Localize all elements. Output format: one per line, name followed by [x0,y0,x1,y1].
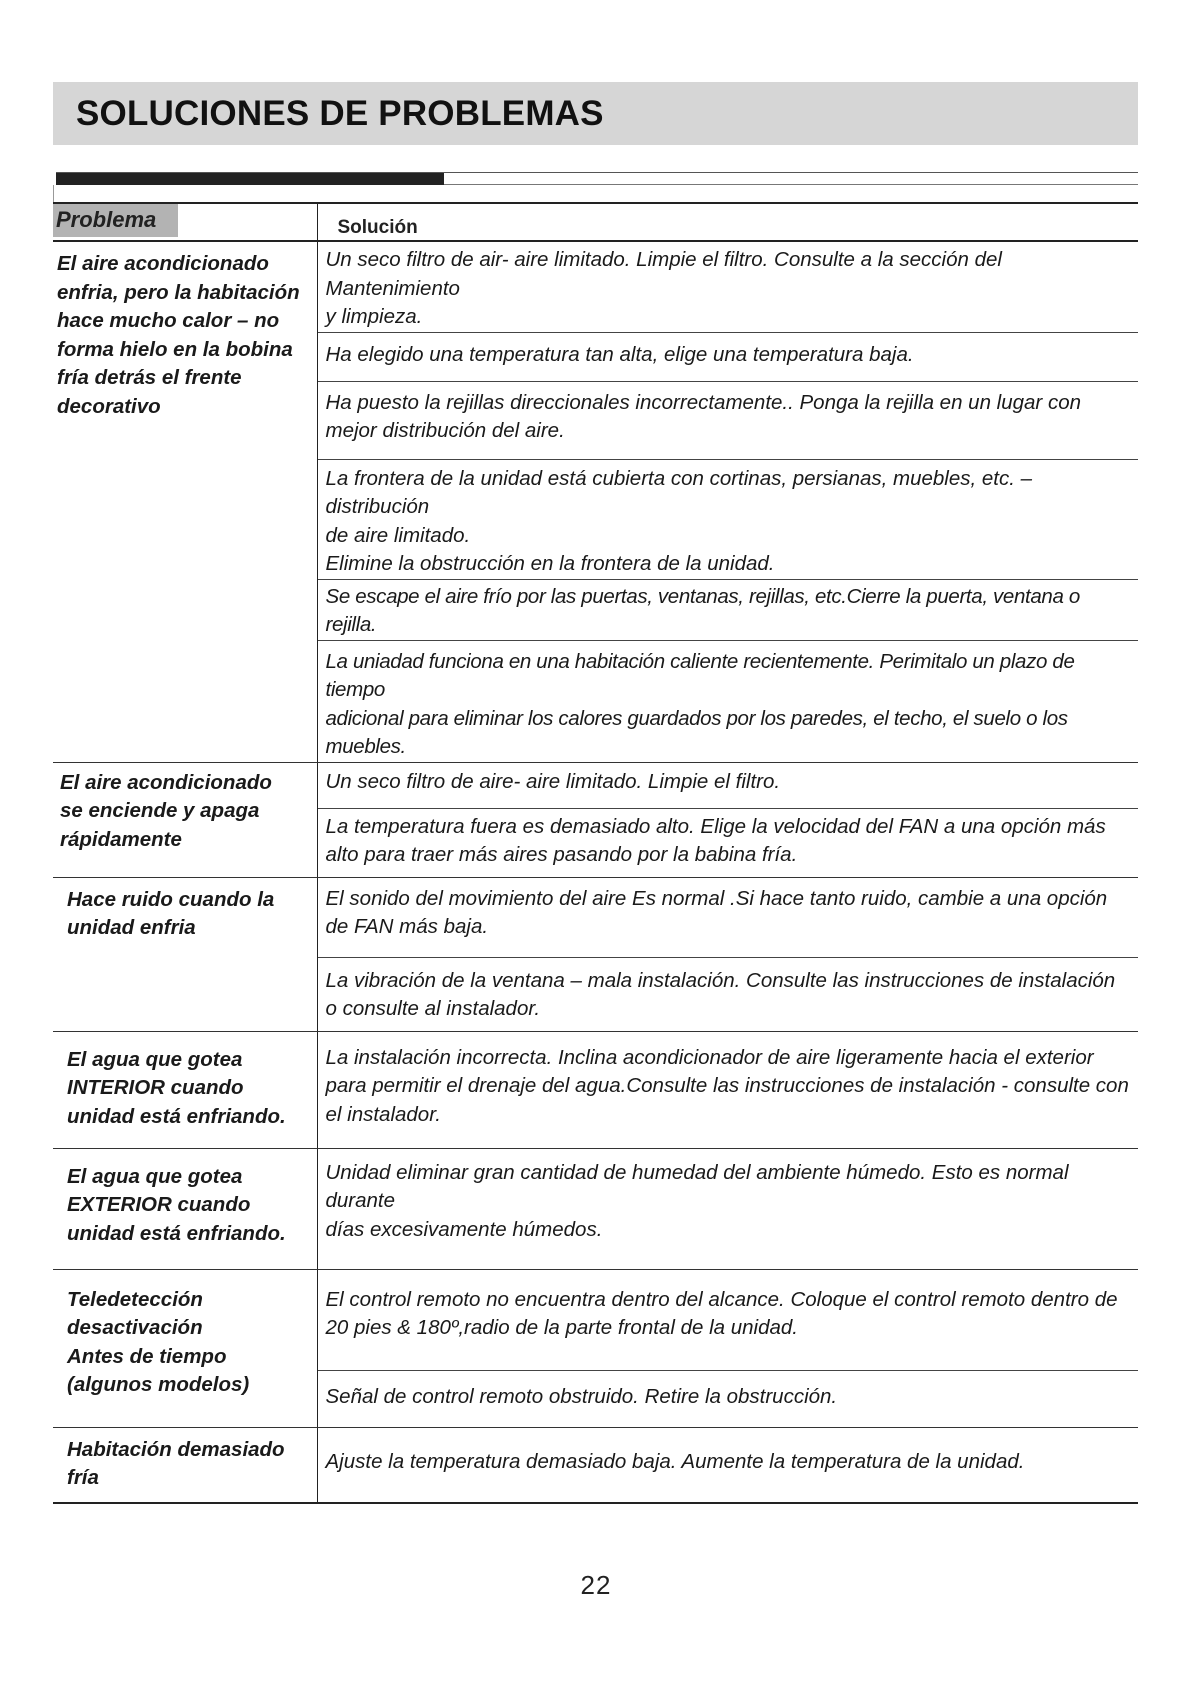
solution-cell: Ha puesto la rejillas direccionales incorrectamente.. Ponga la rejilla en un lugar con mejor distribución del aire. [317,381,1138,459]
solution-cell: El sonido del movimiento del aire Es normal .Si hace tanto ruido, cambie a una opción de FAN más baja. [317,877,1138,957]
solution-cell: Un seco filtro de air- aire limitado. Limpie el filtro. Consulte a la sección del Mantenimiento y limpieza. [317,241,1138,332]
header-problem: Problema [53,204,178,237]
header-problem-cell [53,203,317,241]
problem-text: Hace ruido cuando la unidad enfria [67,887,275,939]
solution-cell: La uniadad funciona en una habitación caliente recientemente. Perimitalo un plazo de tiempo adicional para eliminar los calores guardados por los paredes, el techo, el suelo o los muebles. [317,640,1138,762]
problem-text: El aire acondicionado se enciende y apaga rápidamente [60,770,272,851]
solution-cell: Se escape el aire frío por las puertas, ventanas, rejillas, etc.Cierre la puerta, ventana o rejilla. [317,579,1138,640]
solution-cell: Señal de control remoto obstruido. Retire la obstrucción. [317,1370,1138,1427]
problem-text: El agua que gotea EXTERIOR cuando unidad está enfriando. [67,1164,286,1245]
problem-cell [53,762,317,877]
problem-text: Teledetección desactivación Antes de tiempo (algunos modelos) [67,1287,250,1396]
decorative-thick-rule [56,173,444,185]
problem-cell [53,241,317,762]
problem-text: El aire acondicionado enfria, pero la habitación hace mucho calor – no forma hielo en la bobina fría detrás el frente decorativo [57,252,300,418]
solution-cell: Un seco filtro de aire- aire limitado. Limpie el filtro. [317,762,1138,808]
solution-cell: La instalación incorrecta. Inclina acondicionador de aire ligeramente hacia el exterior para permitir el drenaje del agua.Consulte las instrucciones de instalación - consulte con el instalador. [317,1031,1138,1148]
page-title: SOLUCIONES DE PROBLEMAS [76,94,604,133]
troubleshooting-table [53,202,1138,1504]
table-row [53,241,1138,332]
solution-cell: La temperatura fuera es demasiado alto. Elige la velocidad del FAN a una opción más alto para traer más aires pasando por la babina fría. [317,808,1138,877]
solution-cell: Ajuste la temperatura demasiado baja. Aumente la temperatura de la unidad. [317,1427,1138,1503]
problem-text: El agua que gotea INTERIOR cuando unidad está enfriando. [67,1047,286,1128]
table-row [53,1148,1138,1269]
decorative-rule-secondary [444,184,1138,185]
table-header-row [53,203,1138,241]
problem-cell [53,1031,317,1148]
decorative-left-edge [53,185,54,203]
header-solution: Solución [337,217,418,238]
problem-cell [53,877,317,1031]
problem-text: Habitación demasiado fría [67,1437,285,1489]
table-row [53,1269,1138,1370]
table-row [53,877,1138,957]
problem-cell [53,1427,317,1503]
title-bar [53,82,1138,145]
solution-cell: Ha elegido una temperatura tan alta, elige una temperatura baja. [317,332,1138,381]
solution-cell: La frontera de la unidad está cubierta con cortinas, persianas, muebles, etc. – distribución de aire limitado. Elimine la obstrucción en la frontera de la unidad. [317,459,1138,579]
header-solution-cell [317,203,1138,241]
solution-cell: Unidad eliminar gran cantidad de humedad del ambiente húmedo. Esto es normal durante días excesivamente húmedos. [317,1148,1138,1269]
table-row [53,762,1138,808]
table-row [53,1427,1138,1503]
solution-cell: La vibración de la ventana – mala instalación. Consulte las instrucciones de instalación o consulte al instalador. [317,957,1138,1031]
page-number: 22 [580,1570,612,1600]
table-row [53,1031,1138,1148]
problem-cell [53,1269,317,1427]
problem-cell [53,1148,317,1269]
solution-cell: El control remoto no encuentra dentro del alcance. Coloque el control remoto dentro de 20 pies & 180º,radio de la parte frontal de la unidad. [317,1269,1138,1370]
